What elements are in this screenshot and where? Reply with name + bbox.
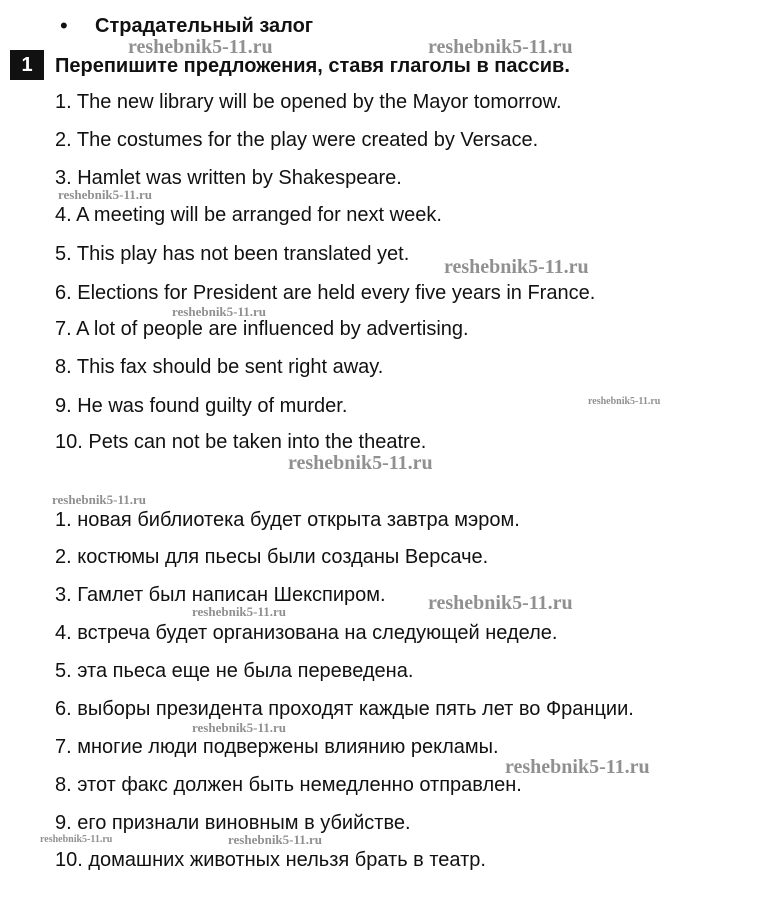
watermark: reshebnik5-11.ru [58, 187, 153, 202]
watermark: reshebnik5-11.ru [128, 36, 273, 58]
russian-sentence: 5. эта пьеса еще не была переведена. [55, 660, 414, 682]
watermark: reshebnik5-11.ru [428, 36, 573, 58]
english-sentence: 3. Hamlet was written by Shakespeare. [55, 167, 402, 189]
watermark: reshebnik5-11.ru [505, 756, 650, 778]
russian-sentence: 3. Гамлет был написан Шекспиром. [55, 584, 386, 606]
watermark: reshebnik5-11.ru [428, 592, 573, 614]
watermark: reshebnik5-11.ru [52, 492, 147, 507]
english-sentence: 4. A meeting will be arranged for next week. [55, 204, 442, 226]
watermark: reshebnik5-11.ru [444, 256, 589, 278]
section-title: Страдательный залог [95, 15, 314, 37]
watermark: reshebnik5-11.ru [228, 832, 323, 847]
english-sentence: 5. This play has not been translated yet. [55, 243, 410, 265]
watermark: reshebnik5-11.ru [40, 834, 113, 845]
english-sentence: 7. A lot of people are influenced by advertising. [55, 318, 469, 340]
english-sentence: 2. The costumes for the play were created by Versace. [55, 129, 539, 151]
english-sentence: 1. The new library will be opened by the Mayor tomorrow. [55, 91, 562, 113]
russian-sentence: 9. его признали виновным в убийстве. [55, 812, 411, 834]
english-sentence: 6. Elections for President are held every five years in France. [55, 282, 596, 304]
russian-sentence: 7. многие люди подвержены влиянию рекламы. [55, 736, 499, 758]
russian-sentence: 2. костюмы для пьесы были созданы Версаче. [55, 546, 489, 568]
bullet-marker: • [60, 13, 68, 38]
english-sentence: 9. He was found guilty of murder. [55, 395, 348, 417]
watermark: reshebnik5-11.ru [288, 452, 433, 474]
russian-sentence: 6. выборы президента проходят каждые пять лет во Франции. [55, 698, 634, 720]
watermark: reshebnik5-11.ru [192, 720, 287, 735]
russian-sentence: 8. этот факс должен быть немедленно отправлен. [55, 774, 522, 796]
watermark: reshebnik5-11.ru [192, 604, 287, 619]
russian-sentence: 4. встреча будет организована на следующей неделе. [55, 622, 558, 644]
watermark: reshebnik5-11.ru [172, 304, 267, 319]
english-sentence: 8. This fax should be sent right away. [55, 356, 384, 378]
exercise-number-badge: 1 [10, 50, 44, 80]
russian-sentence: 10. домашних животных нельзя брать в театр. [55, 849, 486, 871]
exercise-instruction: Перепишите предложения, ставя глаголы в пассив. [55, 55, 570, 77]
russian-sentence: 1. новая библиотека будет открыта завтра мэром. [55, 509, 520, 531]
watermark: reshebnik5-11.ru [588, 396, 661, 407]
english-sentence: 10. Pets can not be taken into the theatre. [55, 431, 427, 453]
